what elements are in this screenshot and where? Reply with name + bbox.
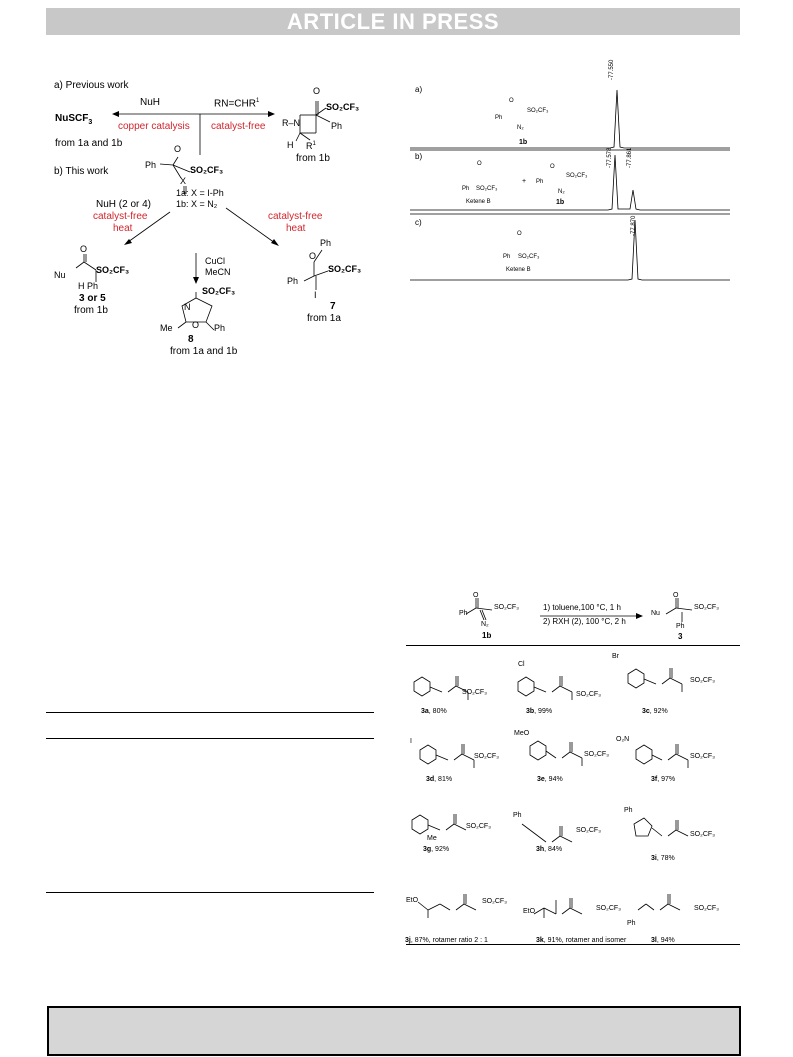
so2cf3-3d: SO₂CF₃ xyxy=(474,753,500,760)
so2cf3-3f: SO₂CF₃ xyxy=(690,753,716,760)
sm-ph: Ph xyxy=(145,160,157,170)
p7-o: O xyxy=(309,251,317,261)
imine-reagent: $RN=CHR^1$ xyxy=(214,98,260,110)
so2cf3-3l: SO₂CF₃ xyxy=(694,905,720,912)
nuscf3-product: NuSCF$_3$ xyxy=(55,113,93,126)
p8-o: O xyxy=(192,320,200,330)
scope-prod-so2cf3: SO₂CF₃ xyxy=(694,604,720,611)
label-3d: 3d, 81% xyxy=(426,776,453,783)
catalyst-free-right-1: catalyst-free xyxy=(268,211,323,222)
sub-3h-ph: Ph xyxy=(513,812,522,819)
sub-3k-eto: EtO xyxy=(523,908,536,915)
copper-catalysis-label: copper catalysis xyxy=(118,121,190,132)
nmr-b-ketene-so2cf3: SO₂CF₃ xyxy=(476,186,498,192)
sub-3f-o2n: O₂N xyxy=(616,736,630,743)
label-3i: 3i, 78% xyxy=(651,855,675,862)
nmr-a-so2cf3: SO₂CF₃ xyxy=(527,108,549,114)
nuh-reagent: NuH xyxy=(140,97,161,108)
lactam-r1: $R^1$ xyxy=(306,141,316,151)
nmr-b-ketene-ph: Ph xyxy=(462,186,470,192)
p3-nu: Nu xyxy=(54,270,66,280)
sub-3l-ph: Ph xyxy=(627,920,636,927)
so2cf3-3c: SO₂CF₃ xyxy=(690,677,716,684)
p8-from: from 1a and 1b xyxy=(170,346,238,357)
nuh-2-4-label: NuH (2 or 4) xyxy=(96,199,152,210)
table-top-rule xyxy=(46,712,374,713)
sm-1a-label: 1a: X = I-Ph xyxy=(176,188,224,198)
condition-2: 2) RXH (2), 100 °C, 2 h xyxy=(543,617,626,626)
scope-prod-ph: Ph xyxy=(676,623,685,630)
p8-ph: Ph xyxy=(214,323,226,333)
lactam-ph: Ph xyxy=(331,121,343,131)
so2cf3-3j: SO₂CF₃ xyxy=(482,898,508,905)
p8-n: N xyxy=(184,302,191,312)
nmr-b-1b-o: O xyxy=(550,164,555,170)
peak-c-label: -77.870 xyxy=(631,215,637,236)
p3-so2cf3: SO₂CF₃ xyxy=(96,265,130,275)
label-3k: 3k, 91%, rotamer and isomer xyxy=(536,937,627,944)
p7-ph: Ph xyxy=(287,276,299,286)
label-3l: 3l, 94% xyxy=(651,937,675,944)
nmr-a-ph: Ph xyxy=(495,115,503,121)
scope-sm-ph: Ph xyxy=(459,610,468,617)
p7-so2cf3: SO₂CF₃ xyxy=(328,264,362,274)
peak-a-label: -77.550 xyxy=(609,59,615,80)
nmr-b-plus: + xyxy=(522,178,527,185)
sub-3j-eto: EtO xyxy=(406,897,419,904)
scope-separator-top xyxy=(406,645,740,646)
catalyst-free-label: catalyst-free xyxy=(211,121,266,132)
catalyst-free-right-2: heat xyxy=(286,223,306,234)
p3-o: O xyxy=(80,244,88,254)
sub-3e-meo: MeO xyxy=(514,730,530,737)
p7-label: 7 xyxy=(330,301,336,312)
p8-me: Me xyxy=(160,323,173,333)
lactam-h: H xyxy=(287,140,294,150)
sm-so2cf3: SO₂CF₃ xyxy=(190,165,224,175)
cucl-label: CuCl xyxy=(205,256,226,266)
peak-b2-label: -77.861 xyxy=(627,147,633,168)
lactam-o: O xyxy=(313,86,321,96)
from-1a-1b-label: from 1a and 1b xyxy=(55,138,123,149)
so2cf3-3h: SO₂CF₃ xyxy=(576,827,602,834)
p7-from: from 1a xyxy=(307,313,341,324)
scope-prod-nu: Nu xyxy=(651,610,660,617)
sub-3d-i: I xyxy=(410,738,412,745)
nmr-a-o: O xyxy=(509,98,514,104)
scope-prod-o: O xyxy=(673,592,679,599)
table-bottom-rule xyxy=(46,892,374,893)
label-3h: 3h, 84% xyxy=(536,846,563,853)
nmr-b-ketene-o: O xyxy=(477,161,482,167)
p7-i: I xyxy=(314,290,317,300)
condition-1: 1) toluene,100 °C, 1 h xyxy=(543,603,621,612)
nmr-c-ketene-so2cf3: SO₂CF₃ xyxy=(518,254,540,260)
lactam-from-1b: from 1b xyxy=(296,153,330,164)
label-3b: 3b, 99% xyxy=(526,708,553,715)
peak-b1-label: -77.578 xyxy=(607,147,613,168)
label-3e: 3e, 94% xyxy=(537,776,563,783)
sm-o: O xyxy=(174,144,182,154)
nmr-c-label: c) xyxy=(415,218,422,227)
scope-sm-so2cf3: SO₂CF₃ xyxy=(494,604,520,611)
lactam-rn: R–N xyxy=(282,118,301,128)
nmr-traces xyxy=(400,70,793,370)
so2cf3-3b: SO₂CF₃ xyxy=(576,691,602,698)
scope-sm-o: O xyxy=(473,592,479,599)
nmr-b-1b-n2: N₂ xyxy=(558,189,565,195)
p3-h-ph: H Ph xyxy=(78,281,99,291)
lactam-so2cf3: SO₂CF₃ xyxy=(326,102,360,112)
label-3f: 3f, 97% xyxy=(651,776,676,783)
nmr-a-1b: 1b xyxy=(519,139,528,146)
p8-label: 8 xyxy=(188,334,194,345)
catalyst-free-left-1: catalyst-free xyxy=(93,211,148,222)
so2cf3-3i: SO₂CF₃ xyxy=(690,831,716,838)
sub-3b-cl: Cl xyxy=(518,661,525,668)
so2cf3-3a: SO₂CF₃ xyxy=(462,689,488,696)
sub-3c-br: Br xyxy=(612,653,619,660)
nmr-a-label: a) xyxy=(415,85,423,94)
scope-sm-n2: N₂ xyxy=(481,621,489,628)
p3-from-1b: from 1b xyxy=(74,305,108,316)
nmr-b-1b-ph: Ph xyxy=(536,179,544,185)
sub-3g-me: Me xyxy=(427,835,437,842)
label-3c: 3c, 92% xyxy=(642,708,668,715)
label-3j: 3j, 87%, rotamer ratio 2 : 1 xyxy=(405,937,488,944)
previous-work-label: a) Previous work xyxy=(54,80,129,91)
scope-prod-label: 3 xyxy=(678,632,683,641)
p7-ph-top: Ph xyxy=(320,238,332,248)
label-3a: 3a, 80% xyxy=(421,708,447,715)
nmr-c-ketene-o: O xyxy=(517,231,522,237)
sm-1b-label: 1b: X = N₂ xyxy=(176,199,218,209)
label-3g: 3g, 92% xyxy=(423,846,450,853)
nmr-b-1b-so2cf3: SO₂CF₃ xyxy=(566,173,588,179)
so2cf3-3e: SO₂CF₃ xyxy=(584,751,610,758)
so2cf3-3g: SO₂CF₃ xyxy=(466,823,492,830)
this-work-label: b) This work xyxy=(54,166,109,177)
mecn-label: MeCN xyxy=(205,267,231,277)
scope-sm-label: 1b xyxy=(482,631,492,640)
sub-3i-ph: Ph xyxy=(624,807,633,814)
nmr-c-ketene-ph: Ph xyxy=(503,254,511,260)
nmr-b-1b-label: 1b xyxy=(556,199,565,206)
so2cf3-3k: SO₂CF₃ xyxy=(596,905,622,912)
article-in-press-banner: ARTICLE IN PRESS xyxy=(46,8,740,35)
sm-x: X xyxy=(180,176,187,186)
nmr-b-ketene-label: Ketene B xyxy=(466,199,491,205)
nmr-c-ketene-label: Ketene B xyxy=(506,267,531,273)
p8-so2cf3: SO₂CF₃ xyxy=(202,286,236,296)
bottom-gray-box xyxy=(47,1006,741,1056)
nmr-a-n2: N₂ xyxy=(517,125,524,131)
p3-label: 3 or 5 xyxy=(79,293,106,304)
catalyst-free-left-2: heat xyxy=(113,223,133,234)
nmr-b-label: b) xyxy=(415,152,423,161)
table-header-rule xyxy=(46,738,374,739)
